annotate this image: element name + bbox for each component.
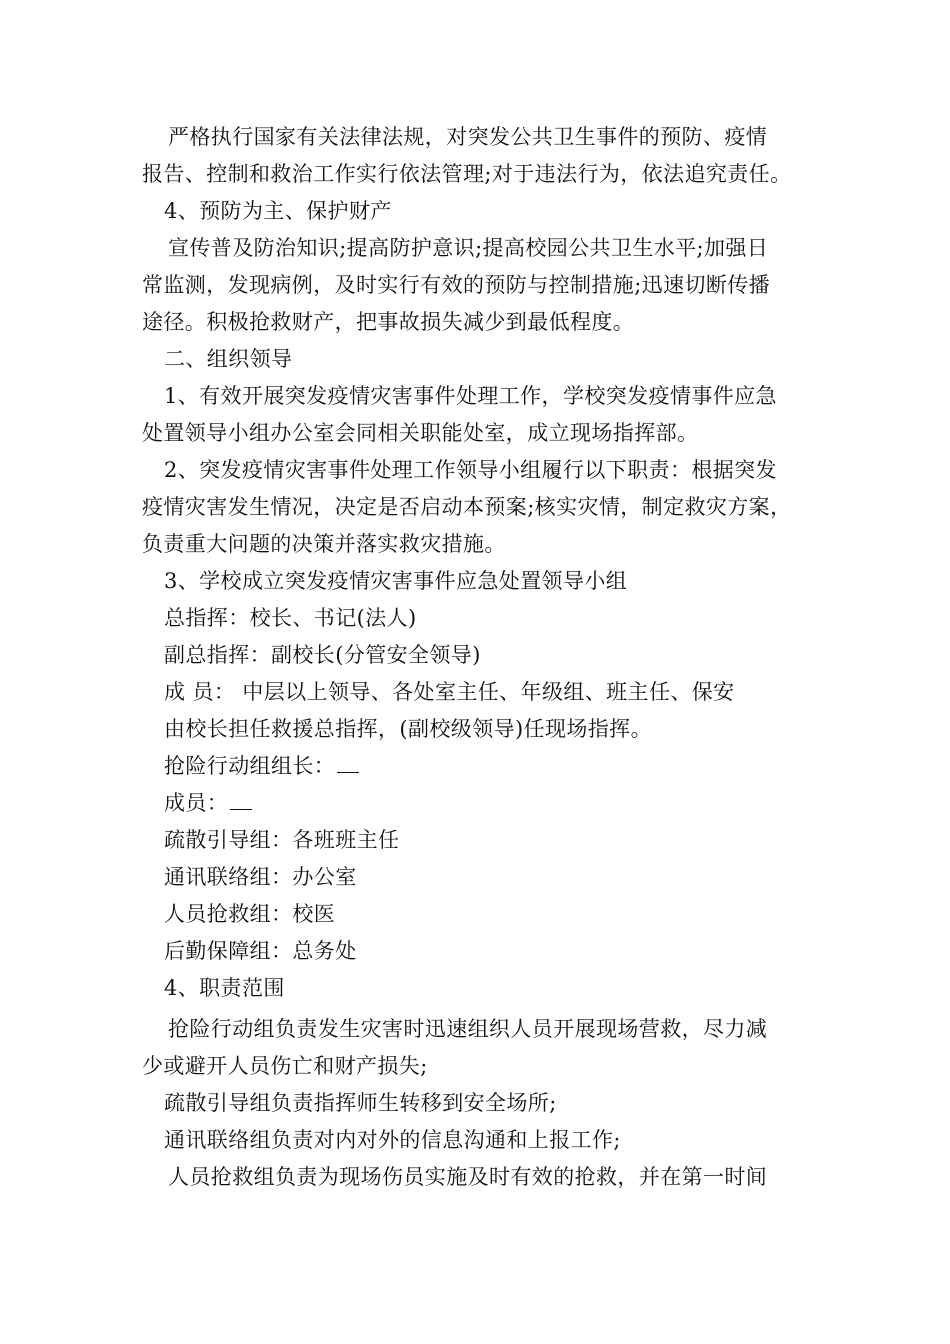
paragraph-line: 2、突发疫情灾害事件处理工作领导小组履行以下职责：根据突发 bbox=[164, 458, 777, 482]
paragraph-line: 总指挥：校长、书记(法人) bbox=[164, 606, 417, 630]
paragraph-line: 成 员： 中层以上领导、各处室主任、年级组、班主任、保安 bbox=[164, 680, 735, 704]
paragraph-line: 1、有效开展突发疫情灾害事件处理工作，学校突发疫情事件应急 bbox=[164, 384, 777, 408]
paragraph-line: 通讯联络组：办公室 bbox=[164, 865, 357, 889]
paragraph-line: 报告、控制和救治工作实行依法管理;对于违法行为，依法追究责任。 bbox=[142, 162, 792, 186]
paragraph-line: 少或避开人员伤亡和财产损失; bbox=[142, 1054, 428, 1078]
field-label: 抢险行动组组长： bbox=[164, 754, 336, 778]
paragraph-line: 副总指挥：副校长(分管安全领导) bbox=[164, 643, 481, 667]
paragraph-line: 后勤保障组：总务处 bbox=[164, 939, 357, 963]
paragraph-line: 抢险行动组负责发生灾害时迅速组织人员开展现场营救，尽力减 bbox=[168, 1017, 768, 1041]
fill-in-blank bbox=[230, 791, 252, 810]
paragraph-line: 人员抢救组：校医 bbox=[164, 902, 336, 926]
fill-in-blank bbox=[337, 754, 359, 773]
paragraph-line: 疏散引导组负责指挥师生转移到安全场所; bbox=[164, 1091, 557, 1115]
paragraph-line: 通讯联络组负责对内对外的信息沟通和上报工作; bbox=[164, 1128, 621, 1152]
section-heading: 4、职责范围 bbox=[164, 976, 285, 1000]
paragraph-line: 宣传普及防治知识;提高防护意识;提高校园公共卫生水平;加强日 bbox=[168, 236, 769, 260]
section-heading: 3、学校成立突发疫情灾害事件应急处置领导小组 bbox=[164, 569, 628, 593]
paragraph-line: 人员抢救组负责为现场伤员实施及时有效的抢救，并在第一时间 bbox=[168, 1165, 768, 1189]
paragraph-line: 疏散引导组：各班班主任 bbox=[164, 828, 400, 852]
field-label: 成员： bbox=[164, 791, 229, 815]
paragraph-line: 处置领导小组办公室会同相关职能处室，成立现场指挥部。 bbox=[142, 421, 699, 445]
paragraph-line-with-blank bbox=[164, 790, 252, 816]
section-heading: 二、组织领导 bbox=[164, 347, 293, 371]
paragraph-line: 负责重大问题的决策并落实救灾措施。 bbox=[142, 532, 506, 556]
paragraph-line: 严格执行国家有关法律法规，对突发公共卫生事件的预防、疫情 bbox=[168, 125, 768, 149]
paragraph-line-with-blank bbox=[164, 753, 359, 779]
paragraph-line: 途径。积极抢救财产，把事故损失减少到最低程度。 bbox=[142, 310, 635, 334]
paragraph-line: 常监测，发现病例，及时实行有效的预防与控制措施;迅速切断传播 bbox=[142, 273, 771, 297]
paragraph-line: 由校长担任救援总指挥，(副校级领导)任现场指挥。 bbox=[164, 717, 652, 741]
paragraph-line: 疫情灾害发生情况，决定是否启动本预案;核实灾情，制定救灾方案， bbox=[142, 495, 792, 519]
section-heading: 4、预防为主、保护财产 bbox=[164, 199, 392, 223]
